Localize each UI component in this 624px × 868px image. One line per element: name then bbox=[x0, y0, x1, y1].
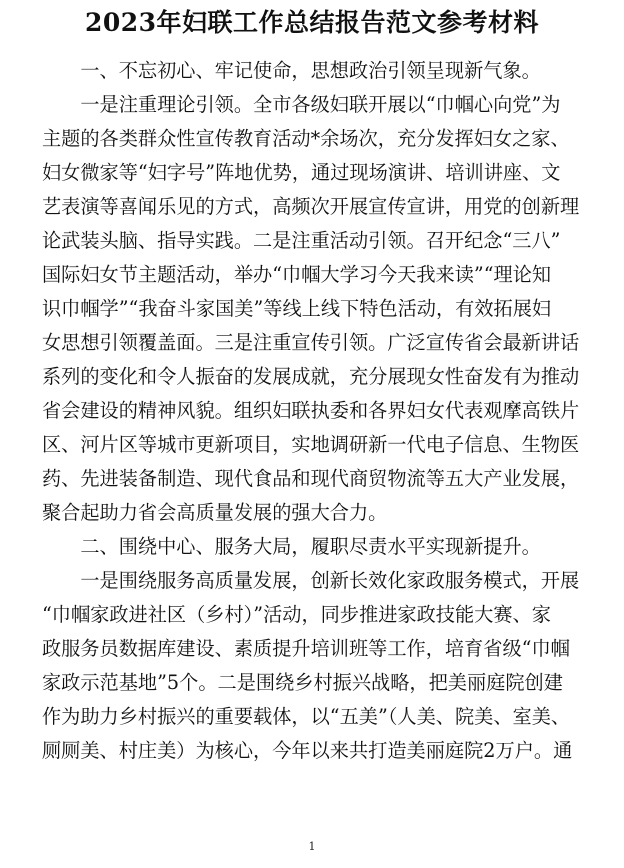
paragraph-line: “巾帼家政进社区（乡村）”活动，同步推进家政技能大赛、家 bbox=[42, 603, 551, 626]
page-number: 1 bbox=[308, 840, 316, 853]
paragraph-line: 论武装头脑、指导实践。二是注重活动引领。召开纪念“三八” bbox=[42, 229, 561, 252]
paragraph-line: 家政示范基地”5个。二是围绕乡村振兴战略，把美丽庭院创建 bbox=[42, 671, 563, 694]
paragraph-line: 政服务员数据库建设、素质提升培训班等工作，培育省级“巾帼 bbox=[42, 637, 570, 660]
paragraph-line: 一是注重理论引领。全市各级妇联开展以“巾帼心向党”为 bbox=[42, 93, 561, 116]
paragraph-line: 二、围绕中心、服务大局，履职尽责水平实现新提升。 bbox=[42, 535, 541, 558]
paragraph-line: 作为助力乡村振兴的重要载体，以“五美”（人美、院美、室美、 bbox=[42, 705, 571, 728]
paragraph-line: 一、不忘初心、牢记使命，思想政治引领呈现新气象。 bbox=[42, 59, 541, 82]
paragraph-line: 聚合起助力省会高质量发展的强大合力。 bbox=[42, 501, 388, 524]
paragraph-line: 主题的各类群众性宣传教育活动*余场次，充分发挥妇女之家、 bbox=[42, 127, 570, 150]
paragraph-line: 女思想引领覆盖面。三是注重宣传引领。广泛宣传省会最新讲话 bbox=[42, 331, 580, 354]
document-title: 2023年妇联工作总结报告范文参考材料 bbox=[84, 8, 540, 37]
paragraph-line: 药、先进装备制造、现代食品和现代商贸物流等五大产业发展， bbox=[42, 467, 580, 490]
paragraph-line: 识巾帼学”“我奋斗家国美”等线上线下特色活动，有效拓展妇 bbox=[42, 297, 552, 320]
paragraph-line: 省会建设的精神风貌。组织妇联执委和各界妇女代表观摩高铁片 bbox=[42, 399, 580, 422]
paragraph-line: 区、河片区等城市更新项目，实地调研新一代电子信息、生物医 bbox=[42, 433, 580, 456]
paragraph-line: 厕厕美、村庄美）为核心，今年以来共打造美丽庭院2万户。通 bbox=[42, 739, 573, 762]
document-body bbox=[42, 54, 587, 768]
paragraph-line: 艺表演等喜闻乐见的方式，高频次开展宣传宣讲，用党的创新理 bbox=[42, 195, 580, 218]
paragraph-line: 国际妇女节主题活动，举办“巾帼大学习今天我来读”“理论知 bbox=[42, 263, 552, 286]
paragraph-line: 妇女微家等“妇字号”阵地优势，通过现场演讲、培训讲座、文 bbox=[42, 161, 561, 184]
paragraph-line: 系列的变化和令人振奋的发展成就，充分展现女性奋发有为推动 bbox=[42, 365, 580, 388]
paragraph-line: 一是围绕服务高质量发展，创新长效化家政服务模式，开展 bbox=[42, 569, 580, 592]
